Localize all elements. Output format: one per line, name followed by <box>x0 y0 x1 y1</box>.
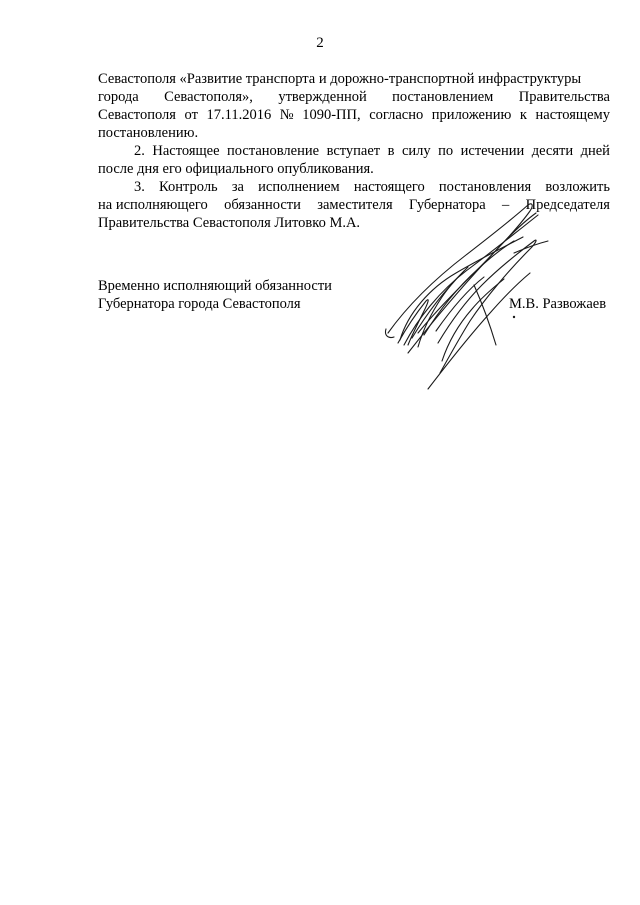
paragraph-1 <box>98 70 610 142</box>
word: истечении <box>460 143 525 159</box>
word: 3. <box>134 179 145 195</box>
paragraph-1-line-3 <box>98 106 610 124</box>
paragraph-1-line-4: постановлению. <box>98 125 199 141</box>
signatory-position-line-1: Временно исполняющий обязанности <box>98 278 332 294</box>
word: Контроль <box>159 179 218 195</box>
word: силу <box>401 143 431 159</box>
paragraph-2-line-2: после дня его официального опубликования. <box>98 161 374 177</box>
word: заместителя <box>317 197 393 213</box>
word: в <box>387 143 395 159</box>
word: Севастополя», <box>164 89 253 105</box>
word: настоящему <box>535 107 610 123</box>
word: Председателя <box>525 197 610 213</box>
word: постановления <box>438 179 532 195</box>
word: обязанности <box>224 197 301 213</box>
word: постановлением <box>392 89 494 105</box>
paragraph-3-line-3: Правительства Севастополя Литовко М.А. <box>98 215 361 231</box>
signatory-name: М.В. Развожаев <box>509 296 607 312</box>
word: Севастополя <box>98 107 176 123</box>
word: исполнением <box>258 179 340 195</box>
word: к <box>519 107 527 123</box>
word: 17.11.2016 <box>206 107 272 123</box>
word: десяти <box>531 143 574 159</box>
word: – <box>502 197 510 213</box>
word: за <box>231 179 244 195</box>
word: вступает <box>326 143 381 159</box>
signatory-position <box>98 277 332 313</box>
paragraph-1-line-1: Севастополя «Развитие транспорта и дорожно-транспортной инфраструктуры <box>98 71 582 87</box>
word: утвержденной <box>278 89 367 105</box>
word: Настоящее <box>152 143 220 159</box>
page-number: 2 <box>316 35 324 51</box>
signatory-position-line-2: Губернатора города Севастополя <box>98 296 301 312</box>
word: на исполняющего <box>98 197 208 213</box>
word: по <box>438 143 454 159</box>
word: дней <box>580 143 610 159</box>
word: настоящего <box>353 179 425 195</box>
word: возложить <box>545 179 610 195</box>
paragraph-2-line-1 <box>98 142 610 160</box>
word: постановление <box>227 143 320 159</box>
word: Губернатора <box>408 197 486 213</box>
word: Правительства <box>518 89 610 105</box>
paragraph-2 <box>98 142 610 178</box>
word: города <box>98 89 139 105</box>
word: № <box>279 107 294 123</box>
word: 1090-ПП, <box>302 107 361 123</box>
word: 2. <box>134 143 145 159</box>
word: приложению <box>431 107 512 123</box>
word: согласно <box>369 107 424 123</box>
paragraph-1-line-2 <box>98 88 610 106</box>
handwritten-signature <box>378 193 558 408</box>
word: от <box>184 107 198 123</box>
